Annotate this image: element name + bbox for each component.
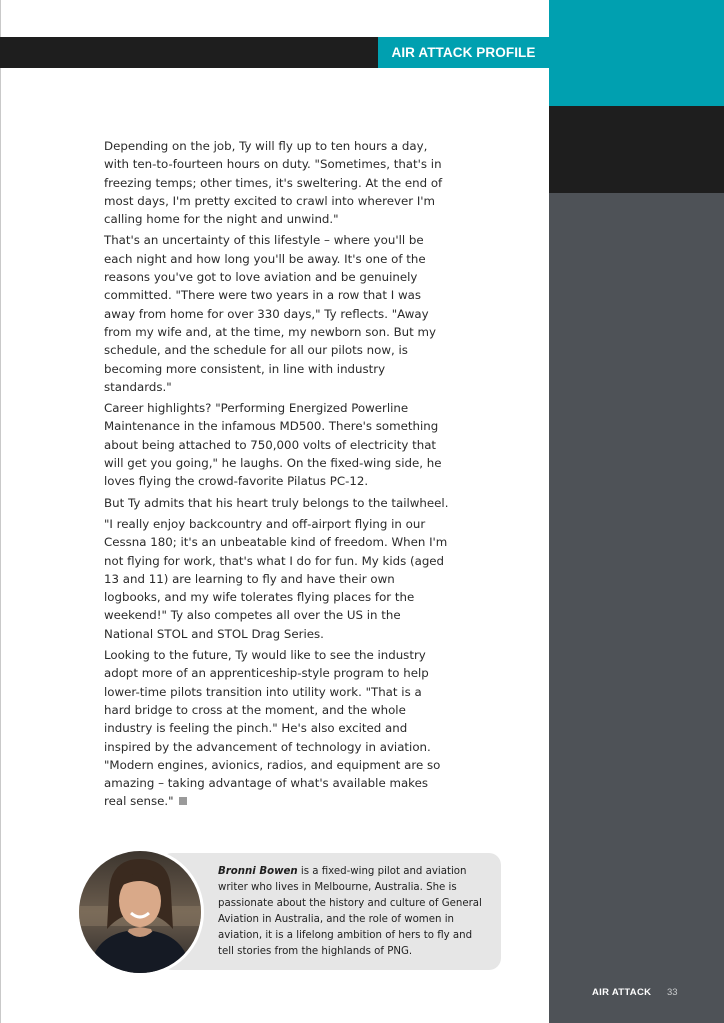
page-number: 33	[667, 987, 678, 998]
author-bio-text: is a fixed-wing pilot and aviation writer who lives in Melbourne, Australia. She is passionate about the history and culture of General Aviation in Australia, and the role of women in aviation, it is a lifelong ambition of hers to fly and tell stories from the highlands of PNG.	[218, 866, 482, 957]
article-paragraph: Career highlights? "Performing Energized Powerline Maintenance in the infamous MD500. There's something about being attached to 750,000 volts of electricity that will get you going," he laughs. On the fixed-wing side, he loves flying the crowd-favorite Pilatus PC-12.	[104, 401, 442, 489]
article-paragraph-last	[104, 646, 449, 811]
article-paragraph: "I really enjoy backcountry and off-airport flying in our Cessna 180; it's an unbeatable kind of freedom. When I'm not flying for work, that's what I do for fun. My kids (aged 13 and 11) are learning to fly and have their own logbooks, and my wife tolerates flying places for the weekend!" Ty also competes all over the US in the National STOL and STOL Drag Series.	[104, 516, 448, 641]
sidebar-accent-block	[549, 0, 724, 106]
article-paragraph-text: Looking to the future, Ty would like to see the industry adopt more of an apprenticeship-style program to help lower-time pilots transition into utility work. "That is a hard bridge to cross at the moment, and the whole industry is feeling the pinch." He's also excited and inspired by the advancement of technology in aviation. "Modern engines, avionics, radios, and equipment are so amazing – taking advantage of what's available makes real sense."	[104, 648, 441, 809]
author-portrait-image	[79, 851, 201, 973]
section-label: AIR ATTACK PROFILE	[378, 37, 549, 68]
author-name: Bronni Bowen	[218, 866, 298, 877]
article-body	[104, 137, 449, 814]
author-photo	[76, 848, 204, 976]
footer-brand: AIR ATTACK	[592, 987, 652, 998]
page-edge	[0, 0, 1, 1023]
end-of-article-icon	[179, 797, 187, 805]
article-paragraph: That's an uncertainty of this lifestyle – where you'll be each night and how long you'll be away. It's one of the reasons you've got to love aviation and be genuinely committed. "There were two years in a row that I was away from home for over 330 days," Ty reflects. "Away from my wife and, at the time, my newborn son. But my schedule, and the schedule for all our pilots now, is becoming more consistent, in line with industry standards."	[104, 233, 437, 394]
author-bio	[218, 864, 486, 960]
sidebar-dark-block	[549, 106, 724, 193]
article-paragraph: But Ty admits that his heart truly belongs to the tailwheel.	[104, 495, 449, 510]
article-paragraph: Depending on the job, Ty will fly up to ten hours a day, with ten-to-fourteen hours on duty. "Sometimes, that's in freezing temps; other times, it's sweltering. At the end of most days, I'm pretty excited to crawl into wherever I'm calling home for the night and unwind."	[104, 139, 443, 227]
sidebar-gray-panel	[549, 193, 724, 1023]
